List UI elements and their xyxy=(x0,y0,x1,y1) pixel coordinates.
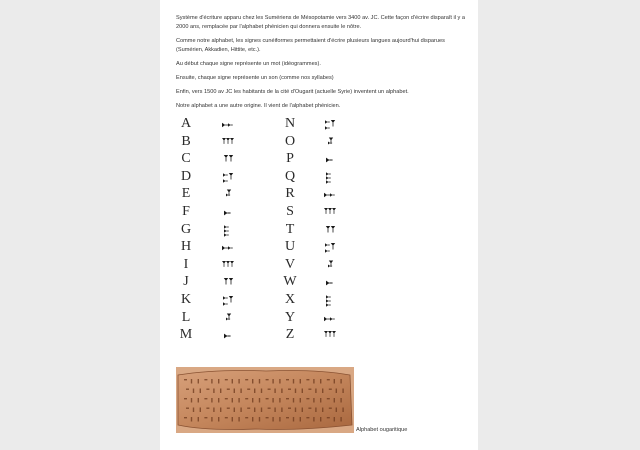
cuneiform-sign-icon xyxy=(220,118,238,130)
cuneiform-sign-icon xyxy=(322,206,340,218)
alphabet-letter: D xyxy=(180,168,192,184)
cuneiform-sign-icon xyxy=(220,276,238,288)
paragraph-languages: Comme notre alphabet, les signes cunéiformes permettaient d'écrire plusieurs langues aujourd'hui disparues (Sumérien, Akkadien, Hittite, etc.). xyxy=(176,38,445,53)
alphabet-letter: C xyxy=(181,151,191,167)
alphabet-letter: L xyxy=(181,309,191,325)
alphabet-letter: T xyxy=(285,221,295,237)
image-caption: Alphabet ougaritique xyxy=(356,427,408,433)
alphabet-letter: X xyxy=(284,292,296,307)
alphabet-letter: W xyxy=(283,274,297,290)
alphabet-letter: J xyxy=(183,274,189,290)
paragraph-intro: Système d'écriture apparu chez les Sumériens de Mésopotamie vers 3400 av. JC. Cette façon d'écrire disparaît il y a 2000 ans, remplacée par l'alphabet phénicien qui donnera ensuite le nôtre. xyxy=(176,15,466,30)
alphabet-letter: V xyxy=(284,256,296,272)
alphabet-letter: I xyxy=(183,256,189,272)
cuneiform-sign-icon xyxy=(322,294,340,306)
alphabet-letter: B xyxy=(181,133,191,149)
cuneiform-sign-icon xyxy=(322,118,340,130)
paragraph-syllables: Ensuite, chaque signe représente un son (comme nos syllabes) xyxy=(176,75,334,81)
cuneiform-sign-icon xyxy=(322,259,340,271)
alphabet-letter: Z xyxy=(285,327,295,343)
clay-tablet-picture xyxy=(176,367,354,433)
alphabet-letter: U xyxy=(284,239,296,255)
cuneiform-sign-icon xyxy=(322,329,340,341)
alphabet-letter: S xyxy=(286,204,294,219)
alphabet-letter: Y xyxy=(284,309,296,325)
cuneiform-sign-icon xyxy=(220,294,238,306)
cuneiform-sign-icon xyxy=(322,171,340,183)
ugaritic-tablet-image xyxy=(176,367,354,433)
alphabet-letter: Q xyxy=(284,168,296,184)
cuneiform-sign-icon xyxy=(322,241,340,253)
cuneiform-sign-icon xyxy=(220,136,238,148)
cuneiform-sign-icon xyxy=(322,153,340,165)
cuneiform-sign-icon xyxy=(220,224,238,236)
alphabet-letter: N xyxy=(284,116,296,131)
cuneiform-sign-icon xyxy=(322,276,340,288)
alphabet-letter: M xyxy=(179,327,193,343)
alphabet-letter: A xyxy=(180,116,192,131)
cuneiform-sign-icon xyxy=(220,312,238,324)
cuneiform-sign-icon xyxy=(322,188,340,200)
alphabet-letter: O xyxy=(284,133,296,149)
cuneiform-sign-icon xyxy=(220,171,238,183)
cuneiform-sign-icon xyxy=(220,241,238,253)
cuneiform-sign-icon xyxy=(220,329,238,341)
paragraph-origin: Notre alphabet a une autre origine. Il vient de l'alphabet phénicien. xyxy=(176,103,341,109)
alphabet-letter: P xyxy=(286,151,294,167)
alphabet-letter: G xyxy=(180,221,192,237)
alphabet-letter: H xyxy=(180,239,192,255)
cuneiform-sign-icon xyxy=(322,312,340,324)
ugaritic-alphabet-table xyxy=(176,116,376,352)
cuneiform-sign-icon xyxy=(322,136,340,148)
cuneiform-sign-icon xyxy=(220,259,238,271)
cuneiform-sign-icon xyxy=(220,153,238,165)
alphabet-letter: E xyxy=(181,186,191,202)
alphabet-letter: K xyxy=(180,292,192,307)
alphabet-letter: F xyxy=(182,204,190,219)
paragraph-ideograms: Au début chaque signe représente un mot (idéogrammes). xyxy=(176,61,321,67)
cuneiform-sign-icon xyxy=(220,206,238,218)
paragraph-ugarit: Enfin, vers 1500 av JC les habitants de la cité d'Ougarit (actuelle Syrie) inventent un alphabet. xyxy=(176,89,409,95)
cuneiform-sign-icon xyxy=(322,224,340,236)
document-page xyxy=(160,0,478,450)
alphabet-letter: R xyxy=(285,186,295,202)
cuneiform-sign-icon xyxy=(220,188,238,200)
